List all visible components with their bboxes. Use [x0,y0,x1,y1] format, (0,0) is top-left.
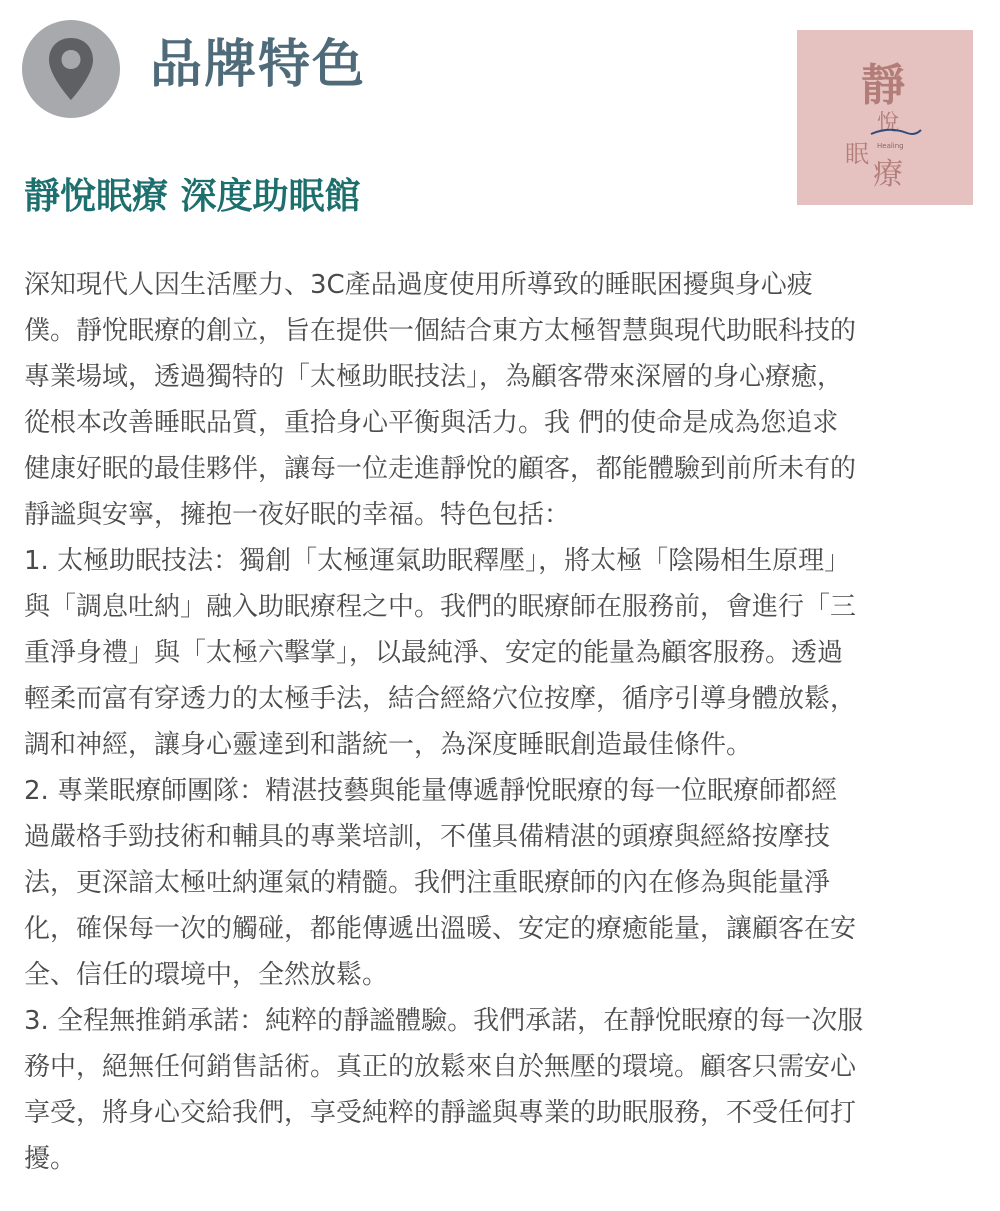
body-line: 專業場域，透過獨特的「太極助眠技法」，為顧客帶來深層的身心療癒， [24,362,844,392]
logo-char-jing: 靜 [861,60,905,111]
brand-logo [797,30,973,205]
logo-char-mian: 眠 [845,140,869,168]
location-badge [22,20,120,118]
body-line: 化，確保每一次的觸碰，都能傳遞出溫暖、安定的療癒能量，讓顧客在安 [24,914,857,944]
brand-description [24,262,984,1182]
page-title: 品牌特色 [150,35,367,95]
logo-tag: Healing [877,142,904,150]
logo-char-yue: 悅 [877,111,900,136]
body-line: 輕柔而富有穿透力的太極手法，結合經絡穴位按摩，循序引導身體放鬆， [24,684,857,714]
body-line: 從根本改善睡眠品質，重拾身心平衡與活力。我 們的使命是成為您追求 [24,408,839,438]
logo-char-liao: 療 [873,157,903,192]
body-line: 僕。靜悅眠療的創立，旨在提供一個結合東方太極智慧與現代助眠科技的 [24,316,857,346]
body-line: 擾。 [24,1144,77,1174]
body-line: 深知現代人因生活壓力、3C產品過度使用所導致的睡眠困擾與身心疲 [24,270,813,300]
body-line: 健康好眠的最佳夥伴，讓每一位走進靜悅的顧客，都能體驗到前所未有的 [24,454,857,484]
brand-logo-art [797,30,973,205]
body-line: 務中，絕無任何銷售話術。真正的放鬆來自於無壓的環境。顧客只需安心 [24,1052,857,1082]
feature-3-line: 3. 全程無推銷承諾：純粹的靜謐體驗。我們承諾，在靜悅眠療的每一次服 [24,1006,864,1036]
body-line: 過嚴格手勁技術和輔具的專業培訓，不僅具備精湛的頭療與經絡按摩技 [24,822,831,852]
brand-subtitle: 靜悅眠療 深度助眠館 [24,176,361,217]
body-line: 享受，將身心交給我們，享受純粹的靜謐與專業的助眠服務，不受任何打 [24,1098,857,1128]
body-line: 法，更深諳太極吐納運氣的精髓。我們注重眠療師的內在修為與能量淨 [24,868,831,898]
body-line: 全、信任的環境中，全然放鬆。 [24,960,389,990]
feature-1-line: 1. 太極助眠技法：獨創「太極運氣助眠釋壓」，將太極「陰陽相生原理」 [24,546,851,576]
body-line: 靜謐與安寧，擁抱一夜好眠的幸福。特色包括： [24,500,571,530]
body-line: 調和神經，讓身心靈達到和諧統一，為深度睡眠創造最佳條件。 [24,730,753,760]
map-pin-icon [46,36,96,102]
page-header [22,20,782,120]
body-line: 重淨身禮」與「太極六擊掌」，以最純淨、安定的能量為顧客服務。透過 [24,638,844,668]
feature-2-line: 2. 專業眠療師團隊：精湛技藝與能量傳遞靜悅眠療的每一位眠療師都經 [24,776,838,806]
body-line: 與「調息吐納」融入助眠療程之中。我們的眠療師在服務前，會進行「三 [24,592,857,622]
